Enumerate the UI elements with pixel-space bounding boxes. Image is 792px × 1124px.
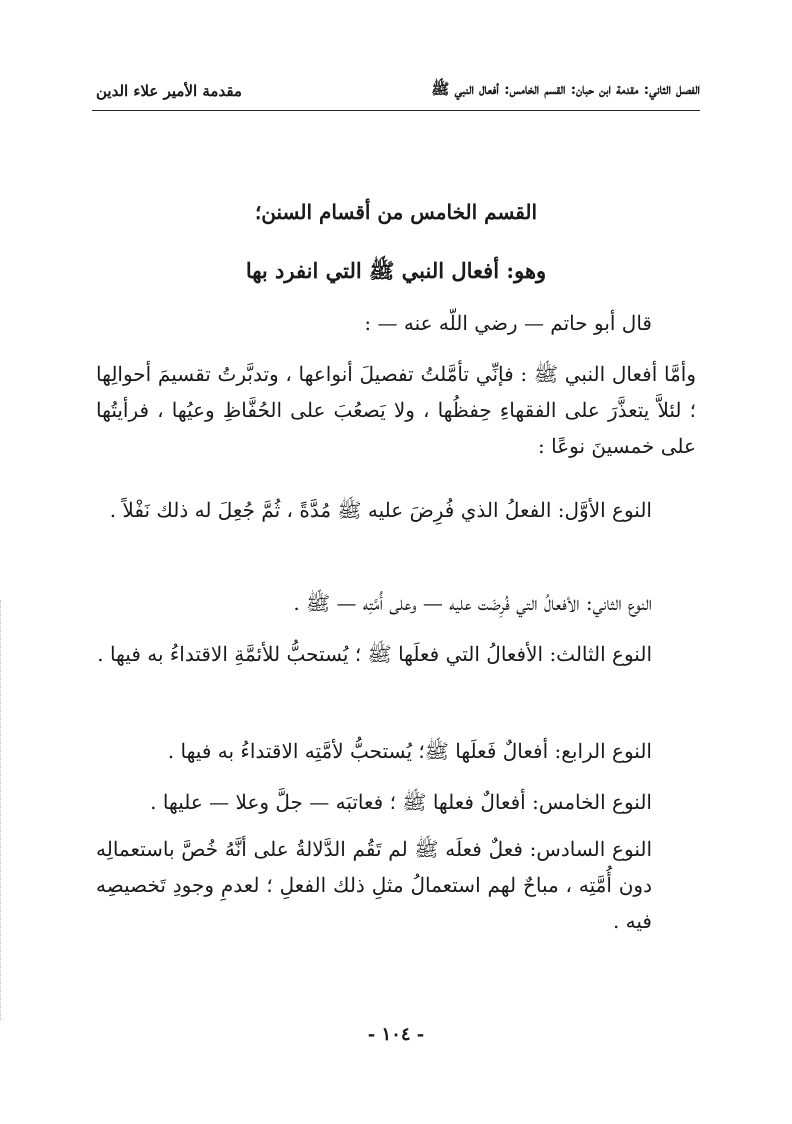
- paragraph-overview: وأمَّا أفعال النبي ﷺ : فإنِّي تأمَّلتُ تفصيلَ أنواعها ، وتدبَّرتُ تقسيمَ أحوالِها ؛ لئلاَّ يتعذَّرَ على الفقهاءِ حِفظُها ، ولا يَصعُبَ على الحُفَّاظِ وعيُها ، فرأيتُها على خمسينَ نوعًا :: [96, 362, 696, 458]
- running-header: [96, 76, 700, 106]
- scan-edge-marks: [0, 600, 4, 1020]
- intro-line: قال أبو حاتم — رضي اللّه عنه — :: [364, 311, 652, 335]
- type-2-paragraph: النوع الثاني: الأفعالُ التي فُرِضَت عليه — وعلى أُمَّتِه — ﷺ .: [293, 591, 652, 615]
- section-title: القسم الخامس من أقسام السنن؛: [254, 200, 538, 224]
- type-4-paragraph: النوع الرابع: أفعالٌ فَعلَها ﷺ؛ يُستحبُّ لأمَّتِه الاقتداءُ به فيها .: [167, 739, 652, 763]
- header-book-title: مقدمة الأمير علاء الدين: [96, 82, 242, 100]
- type-5-paragraph: النوع الخامس: أفعالٌ فعلها ﷺ ؛ فعاتبَه — جلَّ وعلا — عليها .: [150, 790, 652, 814]
- type-6-paragraph: النوع السادس: فعلٌ فعلَه ﷺ لم تَقُم الدَّلالةُ على أنَّهُ خُصَّ باستعمالِه دون أُمَّتِه ، مباحٌ لهم استعمالُ مثلِ ذلك الفعلِ ؛ لعدمِ وجودِ تَخصيصِه فيه .: [96, 837, 652, 933]
- header-divider: [92, 110, 700, 111]
- type-3-paragraph: النوع الثالث: الأفعالُ التي فعلَها ﷺ ؛ يُستحبُّ للأئمَّةِ الاقتداءُ به فيها .: [97, 642, 652, 666]
- type-1-paragraph: النوع الأوَّل: الفعلُ الذي فُرِضَ عليه ﷺ مُدَّةً ، ثُمَّ جُعِلَ له ذلك نَفْلاً .: [109, 498, 652, 522]
- section-subtitle: وهو: أفعال النبي ﷺ التي انفرد بها: [245, 258, 547, 283]
- header-chapter-title: الفصل الثاني: مقدمة ابن حبان: القسم الخامس: أفعال النبي ﷺ: [431, 80, 700, 98]
- page-number: - ١٠٤ -: [367, 1024, 425, 1045]
